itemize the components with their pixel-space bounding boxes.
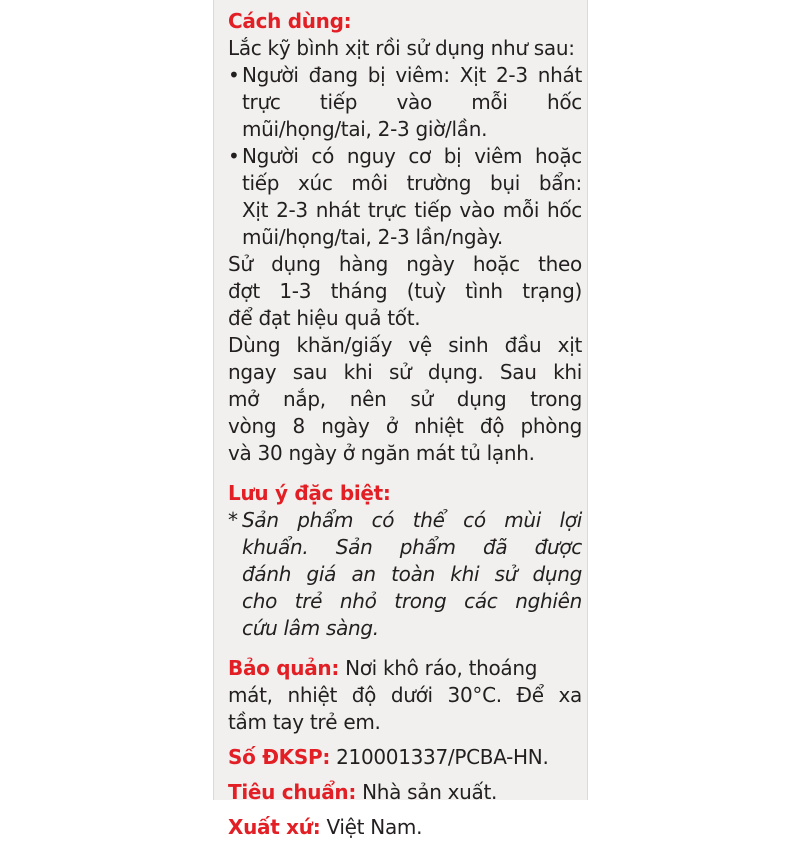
standard-value: Nhà sản xuất.	[356, 780, 498, 804]
origin-value: Việt Nam.	[320, 815, 423, 839]
bullet-1-line-2: trực tiếp vào mỗi hốc	[242, 90, 582, 114]
asterisk-mark: *	[228, 508, 238, 532]
note-heading: Lưu ý đặc biệt:	[228, 481, 391, 505]
storage-label: Bảo quản:	[228, 656, 340, 680]
usage-heading: Cách dùng:	[228, 9, 352, 33]
bullet-mark: •	[228, 63, 240, 87]
registration-value: 210001337/PCBA-HN.	[330, 745, 549, 769]
origin-label: Xuất xứ:	[228, 815, 321, 839]
registration-row	[228, 744, 582, 771]
bullet-mark: •	[228, 144, 240, 168]
registration-label: Số ĐKSP:	[228, 745, 331, 769]
usage-paragraph-2: Dùng khăn/giấy vệ sinh đầu xịt ngay sau khi sử dụng. Sau khi mở nắp, nên sử dụng trong vòng 8 ngày ở nhiệt độ phòng và 30 ngày ở ngăn mát tủ lạnh.	[228, 333, 582, 465]
note-body: * Sản phẩm có thể có mùi lợi khuẩn. Sản phẩm đã được đánh giá an toàn khi sử dụng cho trẻ nhỏ trong các nghiên cứu lâm sàng.	[228, 508, 582, 640]
bullet-1-line-1: Người đang bị viêm: Xịt 2-3 nhát	[242, 63, 582, 87]
storage-value: Nơi khô ráo, thoáng	[339, 656, 538, 680]
storage-section: Bảo quản: Nơi khô ráo, thoáng mát, nhiệt độ dưới 30°C. Để xa tầm tay trẻ em.	[228, 656, 582, 734]
bullet-2-line-2: tiếp xúc môi trường bụi bẩn:	[242, 171, 582, 195]
bullet-2-line-4: mũi/họng/tai, 2-3 lần/ngày.	[242, 225, 503, 249]
standard-row	[228, 779, 582, 806]
usage-bullet-1	[228, 62, 582, 143]
product-label-text	[228, 8, 582, 841]
usage-paragraph-1: Sử dụng hàng ngày hoặc theo đợt 1-3 tháng (tuỳ tình trạng) để đạt hiệu quả tốt.	[228, 252, 582, 330]
standard-label: Tiêu chuẩn:	[228, 780, 357, 804]
bullet-1-line-3: mũi/họng/tai, 2-3 giờ/lần.	[242, 117, 488, 141]
bullet-2-line-1: Người có nguy cơ bị viêm hoặc	[242, 144, 582, 168]
usage-bullet-2	[228, 143, 582, 251]
usage-intro: Lắc kỹ bình xịt rồi sử dụng như sau:	[228, 36, 575, 60]
origin-row	[228, 814, 582, 841]
bullet-2-line-3: Xịt 2-3 nhát trực tiếp vào mỗi hốc	[242, 198, 582, 222]
